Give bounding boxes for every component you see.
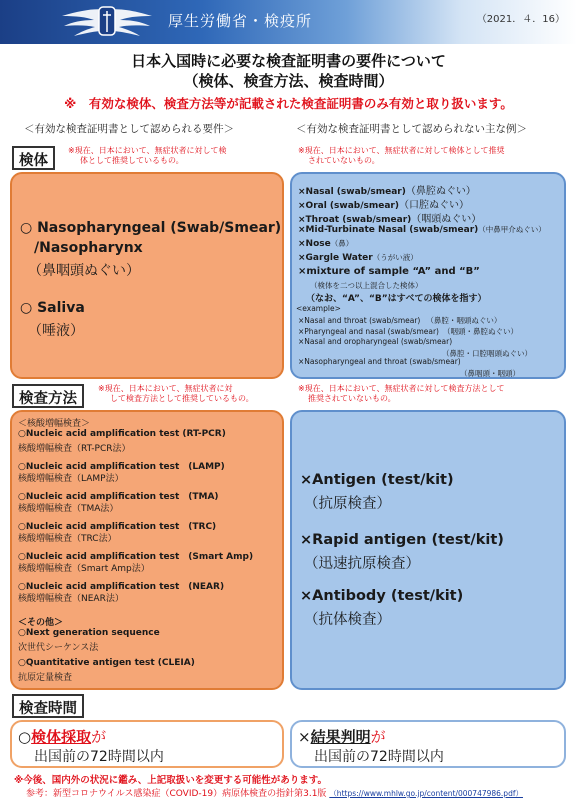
page-title: 日本入国時に必要な検査証明書の要件について: [131, 52, 446, 70]
method-valid-item: ○Nucleic acid amplification test (LAMP): [18, 462, 225, 472]
item-en: ×Pharyngeal and nasal (swab/smear): [298, 327, 439, 336]
method-invalid-box: [290, 410, 566, 690]
example-item-ja: （鼻腔・口腔咽頭ぬぐい）: [442, 349, 532, 358]
method-valid-box: [10, 410, 284, 690]
item-ja: （中鼻甲介ぬぐい）: [478, 225, 546, 234]
reference-link[interactable]: （https://www.mhlw.go.jp/content/000747986.pdf）: [329, 789, 523, 798]
method-invalid-item: ×Antigen (test/kit): [300, 472, 454, 488]
page-subtitle: （検体、検査方法、検査時間）: [183, 72, 394, 90]
circle-mark-icon: ○: [18, 728, 32, 746]
method-valid-item-ja: 核酸増幅検査（LAMP法）: [18, 474, 124, 484]
specimen-valid-item-ja: （唾液）: [28, 323, 84, 339]
item-ja: （うがい液）: [372, 253, 418, 262]
note-line: ※現在、日本において、無症状者に対: [98, 384, 233, 393]
note-line: 推奨されていないもの。: [308, 394, 396, 404]
specimen-invalid-item: [298, 210, 481, 225]
validity-warning: ※ 有効な検体、検査方法等が記載された検査証明書のみ有効と取り扱います。: [64, 96, 513, 111]
timing-valid-suffix: が: [91, 728, 107, 746]
section-heading-specimen: 検体: [12, 146, 55, 170]
header-banner: [0, 0, 577, 44]
specimen-note-invalid: [298, 146, 505, 167]
item-ja: （鼻）: [330, 239, 354, 248]
item-en: ×Nasal and throat (swab/smear): [298, 316, 421, 325]
agency-name: 厚生労働省・検疫所: [168, 12, 313, 30]
item-en: ×Oral (swab/smear): [298, 201, 399, 211]
specimen-valid-item: /Nasopharynx: [34, 240, 143, 256]
method-other-item-ja: 抗原定量検査: [18, 673, 73, 683]
column-heading-invalid: ＜有効な検査証明書として認められない主な例＞: [296, 123, 527, 135]
quarantine-wings-emblem-icon: [58, 4, 156, 40]
footer-reference: [26, 786, 523, 799]
mixture-note: （なお、“A”、“B”はすべての検体を指す）: [306, 294, 487, 304]
example-item: ×Nasopharyngeal and throat (swab/smear): [298, 357, 461, 366]
timing-valid-box: [10, 720, 284, 768]
item-ja: （鼻腔・咽頭ぬぐい）: [426, 316, 502, 325]
specimen-invalid-item: [298, 224, 546, 235]
method-invalid-item-ja: （迅速抗原検査）: [304, 556, 420, 572]
method-valid-item: ○Nucleic acid amplification test (TMA): [18, 492, 219, 502]
method-note-invalid: [298, 384, 505, 405]
column-heading-valid: ＜有効な検査証明書として認められる要件＞: [24, 123, 234, 135]
specimen-invalid-item: [298, 196, 469, 211]
note-line: ※現在、日本において、無症状者に対して検査方法として: [298, 384, 505, 393]
item-en: ×Mid-Turbinate Nasal (swab/smear): [298, 225, 479, 235]
specimen-invalid-item: [298, 252, 418, 263]
method-invalid-item-ja: （抗原検査）: [304, 496, 391, 512]
method-valid-item: ○Nucleic acid amplification test (NEAR): [18, 582, 225, 592]
method-invalid-item: ×Antibody (test/kit): [300, 588, 464, 604]
note-line: されていないもの。: [308, 156, 380, 166]
timing-valid-key: 検体採取: [31, 728, 92, 746]
timing-invalid-suffix: が: [370, 728, 386, 746]
example-label: <example>: [296, 304, 341, 313]
example-item: [298, 315, 501, 326]
method-invalid-item-ja: （抗体検査）: [304, 612, 391, 628]
mixture-note: （検体を二つ以上混合した検体）: [310, 281, 423, 290]
method-other-item: ○Quantitative antigen test (CLEIA): [18, 658, 195, 668]
method-valid-item-ja: 核酸増幅検査（TMA法）: [18, 504, 119, 514]
specimen-valid-item: ○ Saliva: [20, 300, 85, 316]
method-other-item: ○Next generation sequence: [18, 628, 160, 638]
document-date: （2021．４．16）: [476, 14, 565, 25]
cross-mark-icon: ×: [298, 728, 311, 746]
specimen-invalid-box: [290, 172, 566, 379]
method-other-item-ja: 次世代シーケンス法: [18, 643, 99, 653]
method-valid-item: ○Nucleic acid amplification test (RT-PCR): [18, 429, 226, 439]
timing-invalid-window: 出国前の72時間以内: [314, 749, 444, 765]
timing-invalid-line: [298, 726, 386, 747]
example-item: ×Nasal and oropharyngeal (swab/smear): [298, 337, 453, 346]
section-heading-method: 検査方法: [12, 384, 84, 408]
timing-valid-window: 出国前の72時間以内: [34, 749, 164, 765]
note-line: ※現在、日本において、無症状者に対して検体として推奨: [298, 146, 505, 155]
item-en: ×Throat (swab/smear): [298, 215, 412, 225]
timing-valid-line: [18, 726, 106, 747]
specimen-invalid-item: [298, 182, 476, 197]
specimen-note-valid: [68, 146, 227, 167]
example-item: [298, 326, 518, 337]
method-valid-item-ja: 核酸増幅検査（Smart Amp法）: [18, 564, 150, 574]
method-invalid-item: ×Rapid antigen (test/kit): [300, 532, 504, 548]
method-group-label: ＜その他＞: [18, 618, 64, 628]
item-ja: （咽頭ぬぐい）: [411, 214, 482, 225]
item-en: ×Nasal (swab/smear): [298, 187, 406, 197]
item-ja: （鼻腔ぬぐい）: [405, 186, 476, 197]
footer-note: ※今後、国内外の状況に鑑み、上記取扱いを変更する可能性があります。: [14, 775, 328, 786]
specimen-valid-item: ○ Nasopharyngeal (Swab/Smear): [20, 220, 282, 236]
method-valid-item: ○Nucleic acid amplification test (TRC): [18, 522, 217, 532]
method-group-label: ＜核酸増幅検査＞: [18, 419, 91, 429]
example-item-ja: （鼻咽頭・咽頭）: [460, 369, 520, 378]
note-line: ※現在、日本において、無症状者に対して検: [68, 146, 227, 155]
item-ja: （咽頭・鼻腔ぬぐい）: [442, 327, 518, 336]
timing-invalid-box: [290, 720, 566, 768]
specimen-valid-item-ja: （鼻咽頭ぬぐい）: [28, 263, 140, 279]
timing-invalid-key: 結果判明: [310, 728, 371, 746]
method-valid-item-ja: 核酸増幅検査（RT-PCR法）: [18, 444, 131, 454]
method-valid-item: ○Nucleic acid amplification test (Smart Amp): [18, 552, 254, 562]
item-en: ×Gargle Water: [298, 253, 373, 263]
method-valid-item-ja: 核酸増幅検査（TRC法）: [18, 534, 117, 544]
note-line: 体として推奨しているもの。: [80, 156, 184, 166]
method-note-valid: [98, 384, 254, 405]
section-heading-timing: 検査時間: [12, 694, 84, 718]
item-en: ×Nose: [298, 239, 331, 249]
method-valid-item-ja: 核酸増幅検査（NEAR法）: [18, 594, 124, 604]
item-ja: （口腔ぬぐい）: [398, 200, 469, 211]
note-line: して検査方法として推奨しているもの。: [110, 394, 254, 404]
reference-text: 参考：新型コロナウイルス感染症（COVID-19）病原体検査の指針第3.1版: [26, 789, 327, 799]
specimen-valid-box: [10, 172, 284, 379]
specimen-invalid-item: ×mixture of sample “A” and “B”: [298, 266, 480, 277]
specimen-invalid-item: [298, 238, 353, 249]
